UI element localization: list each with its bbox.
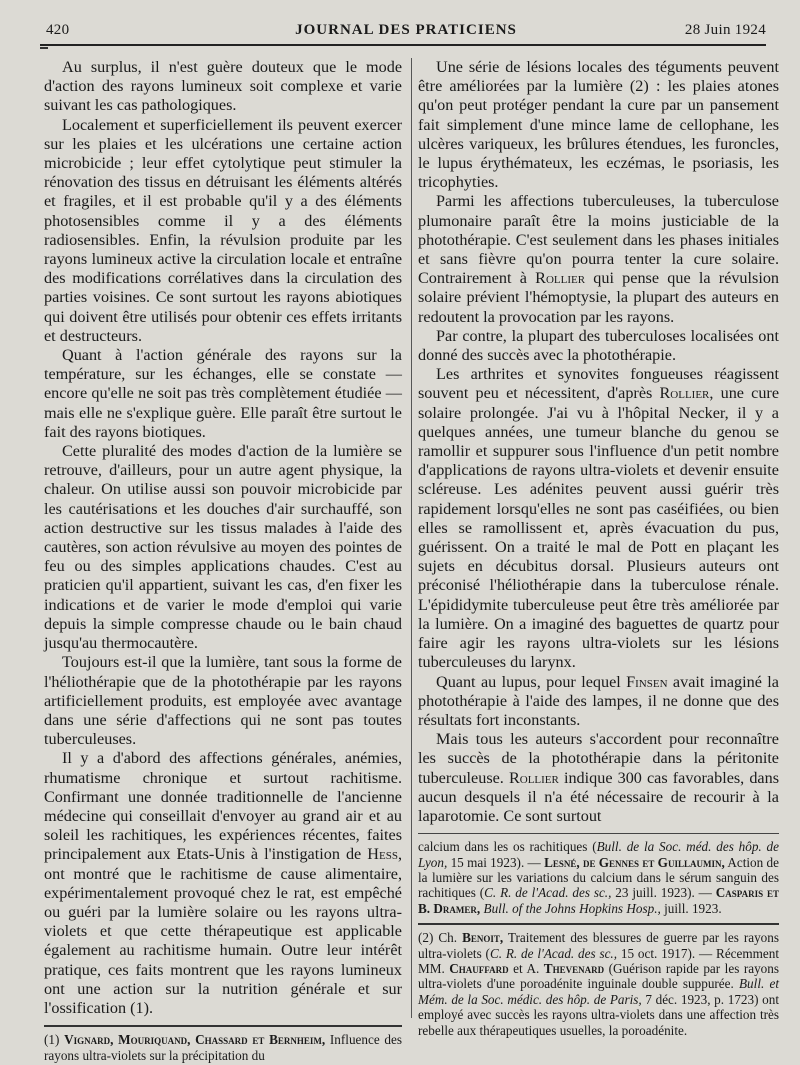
text-run: Il y a d'abord des affections générales, anémies, rhumatisme chronique et surtout rachitisme. Confirmant une donnée traditionnelle de l'ancienne médecine qui conseillait d'envoyer au grand air et au soleil les rachitiques, les expériences récentes, faites principalement aux Etats-Unis à l'instigation de bbox=[44, 749, 402, 864]
author-name: Finsen bbox=[626, 672, 668, 691]
footnote-authors: Chauffard bbox=[449, 960, 509, 976]
text-run: Action de la lumière sur les variations du calcium dans le sérum sanguin des rachitiques ( bbox=[418, 854, 779, 901]
text-run: qui pense que la révulsion solaire prévient l'hémoptysie, la plupart des auteurs en redoutent la provocation par les rayons. bbox=[418, 269, 780, 326]
footnote-1 bbox=[44, 1032, 402, 1063]
left-column bbox=[44, 58, 402, 1063]
footnote-authors: Thevenard bbox=[543, 960, 605, 976]
text-run: , une cure solaire prolongée. J'ai vu à l'hôpital Necker, il y a quelques années, une tumeur blanche du genou se ramollir et suppurer sous l'influence d'un petit nombre d'applications de rayons ultra-violets et devenir ensuite scléreuse. Les adénites peuvent aussi guérir très rapidement lorsqu'elles ne sont pas caséifiées, ou bien elles se ramollissent et, après évacuation du pus, guérissent. On a traité le mal de Pott en plaçant les sujets en décubitus dorsal. Plusieurs auteurs ont préconisé l'héliothérapie dans la tuberculose rénale. L'épididymite tuberculeuse peut être très améliorée par la lumière. On a imaginé des baguettes de quartz pour faire agir les rayons ultra-violets sur les lésions tuberculeuses du larynx. bbox=[418, 384, 779, 672]
journal-ref: C. R. de l'Acad. des sc., bbox=[489, 945, 618, 961]
text-run: 15 oct. 1917). — Récemment MM. bbox=[418, 945, 779, 976]
journal-ref: Bull. et Mém. de la Soc. médic. des hôp. de Paris, bbox=[418, 976, 779, 1007]
footnote-rule bbox=[418, 923, 779, 925]
text-run: (Guérison rapide par les rayons ultra-violets d'une poroadénite inguinale double suppurée. bbox=[418, 960, 779, 992]
paragraph: Quant à l'action générale des rayons sur la température, sur les échanges, elle se constate — encore qu'elle ne soit pas très complètement étudiée — mais elle ne s'explique guère. Elle paraît être surtout le fait des rayons biotiques. bbox=[44, 346, 402, 441]
footnote-1-continued bbox=[418, 839, 779, 916]
journal-ref: C. R. de l'Acad. des sc., bbox=[484, 885, 612, 901]
footnote-2 bbox=[418, 930, 779, 1038]
text-run: Parmi les affections tuberculeuses, la tuberculose plumonaire paraît être la moins justiciable de la photothérapie. C'est seulement dans les phases initiales et sans fièvre qu'on pourra tenter la cure solaire. Contrairement à bbox=[418, 192, 779, 288]
text-run: , ont montré que le rachitisme de cause alimentaire, expérimentalement provoqué chez le rat, est empêché ou guéri par la lumière solaire ou les rayons ultra-violets et que cette thérapeutique est applicable également au rachitisme humain. Outre leur intérêt pratique, ces faits montrent que les rayons lumineux ont une action sur la nutrition générale et sur l'ossification (1). bbox=[44, 845, 402, 1017]
header-mark bbox=[40, 47, 48, 49]
header-rule bbox=[40, 44, 766, 46]
text-run: et A. bbox=[508, 960, 544, 976]
paragraph bbox=[44, 749, 402, 1018]
journal-ref: Bull. de la Soc. méd. des hôp. de Lyon, bbox=[418, 839, 779, 870]
text-run: calcium dans les os rachitiques ( bbox=[418, 839, 597, 855]
paragraph bbox=[418, 365, 779, 672]
author-name: Rollier bbox=[508, 768, 559, 787]
footnote-authors: Lesné, de Gennes et Guillaumin, bbox=[544, 854, 725, 870]
footnote-text bbox=[418, 839, 779, 916]
footnote-rule bbox=[418, 833, 779, 834]
paragraph bbox=[418, 192, 779, 326]
text-run: Mais tous les auteurs s'accordent pour reconnaître les succès de la photothérapie dans la péritonite tuberculeuse. bbox=[418, 730, 779, 787]
footnote-marker: (1) bbox=[44, 1032, 65, 1048]
paragraph: Au surplus, il n'est guère douteux que le mode d'action des rayons lumineux soit complexe et varie suivant les cas pathologiques. bbox=[44, 58, 402, 115]
journal-ref: Bull. of the Johns Hopkins Hosp., bbox=[483, 900, 661, 916]
footnote-text bbox=[418, 930, 779, 1038]
paragraph: Une série de lésions locales des téguments peuvent être améliorées par la lumière (2) : les plaies atones qu'on peut protéger pendant la cure par un pansement fait simplement d'une mince lame de cellophane, les ulcères variqueux, les brûlures étendues, les furoncles, le lupus érythémateux, les eczémas, le psoriasis, les tricophyties. bbox=[418, 58, 779, 192]
issue-date: 28 Juin 1924 bbox=[684, 22, 766, 38]
footnote-authors: Casparis et B. Dramer, bbox=[418, 885, 779, 916]
text-run: Les arthrites et synovites fongueuses réagissent souvent peu et nécessitent, d'après bbox=[418, 365, 779, 403]
paragraph: Par contre, la plupart des tuberculoses localisées ont donné des succès avec la photothérapie. bbox=[418, 326, 779, 365]
paragraph: Localement et superficiellement ils peuvent exercer sur les plaies et les ulcérations une certaine action microbicide ; leur effet cytolytique peut stimuler la rénovation des tissus en détruisant les éléments altérés et fragiles, et il est probable qu'il y a des éléments photosensibles comme il y a des éléments radiosensibles. Enfin, la révulsion produite par les rayons lumineux active la circulation locale et entraîne des modifications corrélatives dans la circulation des parties voisines. Ce sont surtout les rayons abiotiques qui doivent être utilisés pour obtenir ces effets irritants et destructeurs. bbox=[44, 115, 402, 345]
author-name: Rollier bbox=[659, 384, 710, 403]
text-run: juill. 1923. bbox=[660, 900, 722, 916]
text-run: 7 déc. 1923, p. 1723) ont employé avec succès les rayons ultra-violets dans une affection très rebelle aux thérapeutiques usuelles, la poroadénite. bbox=[418, 991, 779, 1038]
journal-title: JOURNAL DES PRATICIENS bbox=[295, 22, 517, 38]
paragraph: Toujours est-il que la lumière, tant sous la forme de l'héliothérapie que de la photothérapie par les rayons artificiellement produits, est employée avec avantage dans une série d'affections qui ne sont pas toutes tuberculeuses. bbox=[44, 653, 402, 749]
footnote-text bbox=[44, 1032, 402, 1063]
footnote-authors: Benoit, bbox=[462, 930, 504, 946]
paragraph bbox=[418, 730, 779, 826]
footnote-marker: (2) Ch. bbox=[418, 930, 463, 946]
text-run: Quant au lupus, pour lequel bbox=[436, 672, 627, 691]
footnote-authors: Vignard, Mouriquand, Chassard et Bernheim, bbox=[64, 1032, 326, 1048]
right-column bbox=[418, 58, 779, 1038]
text-run: avait imaginé la photothérapie à l'aide des lampes, il ne donne que des résultats fort inconstants. bbox=[418, 672, 779, 729]
text-run: indique 300 cas favorables, dans aucun desquels il n'a été nécessaire de recourir à la laparotomie. Ce sont surtout bbox=[418, 768, 779, 825]
text-run: Traitement des blessures de guerre par les rayons ultra-violets ( bbox=[418, 930, 779, 961]
page-header bbox=[46, 22, 766, 42]
footnote-rule bbox=[44, 1025, 402, 1027]
page-number: 420 bbox=[46, 22, 70, 38]
text-run: 15 mai 1923). — bbox=[447, 854, 545, 870]
author-name: Hess bbox=[367, 845, 398, 864]
paragraph: Cette pluralité des modes d'action de la lumière se retrouve, d'ailleurs, pour un autre agent physique, la chaleur. On utilise aussi son pouvoir microbicide par les cautérisations et les douches d'air surchauffé, son action destructive sur les tissus malades à l'aide des cautères, son action révulsive au moyen des pointes de feu ou des simples applications chaudes. C'est au praticien qu'il appartient, suivant les cas, d'en fixer les indications et de varier le mode d'emploi qui varie depuis la simple compresse chaude ou le bain chaud jusqu'au thermocautère. bbox=[44, 442, 402, 653]
author-name: Rollier bbox=[535, 269, 586, 288]
footnote-title: Influence des rayons ultra-violets sur la précipitation du bbox=[44, 1032, 402, 1063]
text-run: 23 juill. 1923). — bbox=[611, 885, 716, 901]
paragraph bbox=[418, 673, 779, 731]
column-divider bbox=[411, 58, 412, 1018]
